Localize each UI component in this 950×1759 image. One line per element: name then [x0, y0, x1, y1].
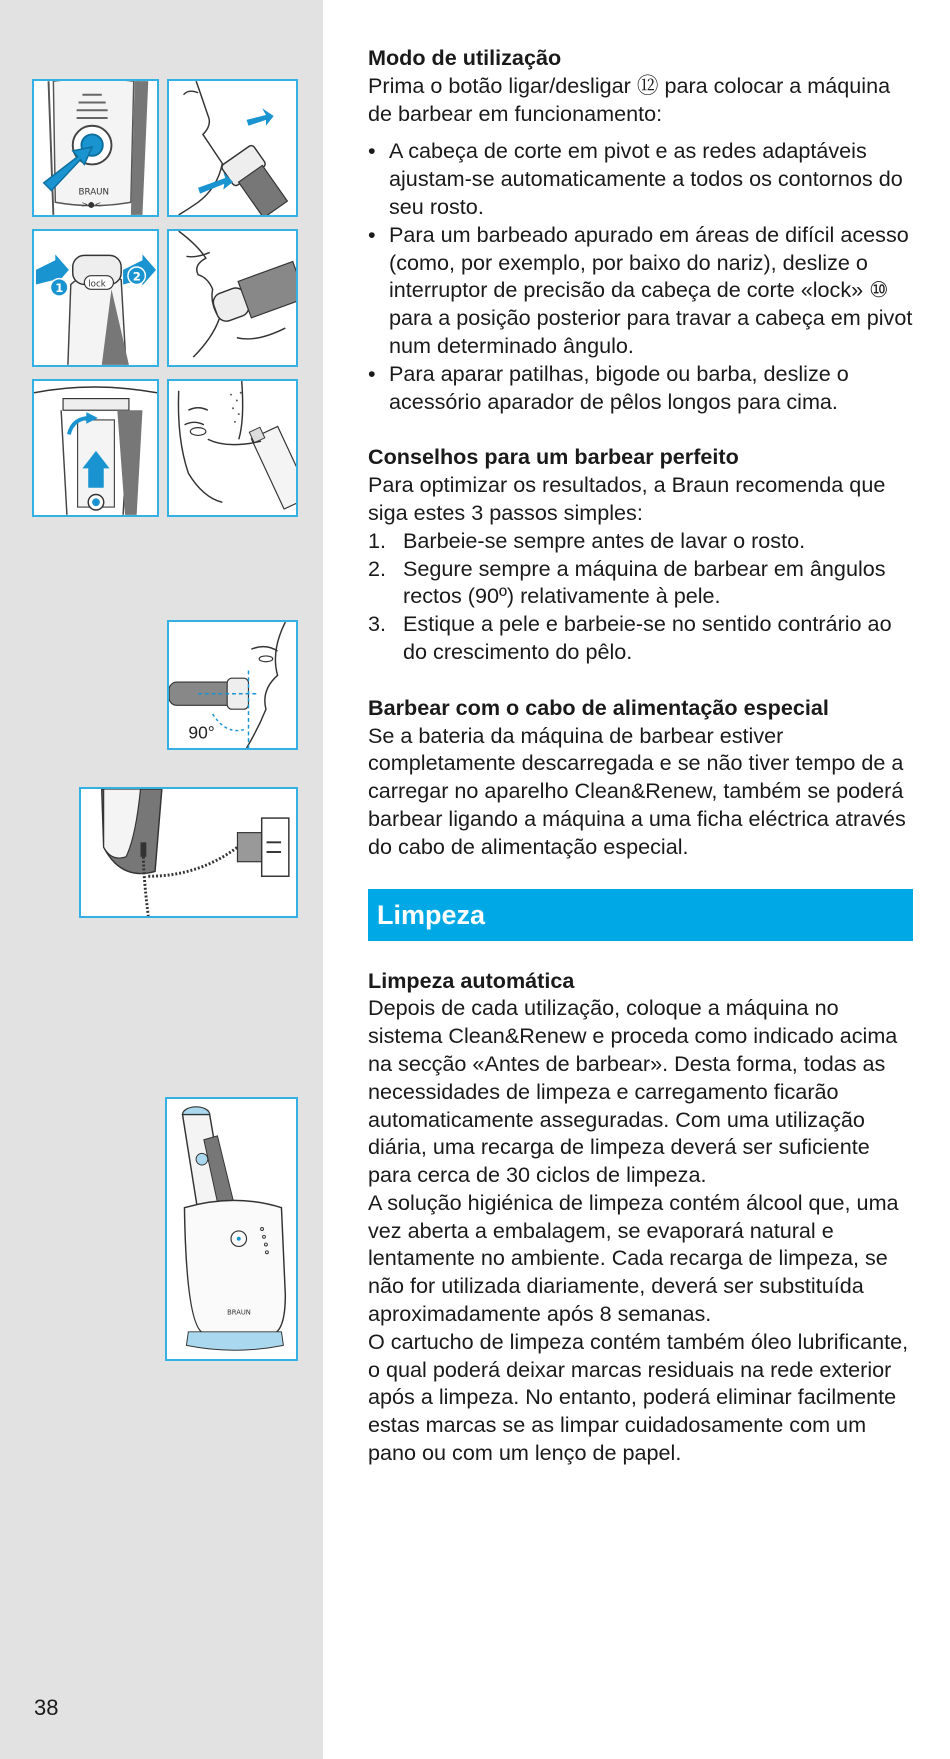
figure-pivot-head — [167, 79, 298, 217]
step-text: Segure sempre a máquina de barbear em ângulos rectos (90º) relativamente à pele. — [403, 555, 886, 609]
list-item — [368, 555, 913, 611]
step-text: Barbeie-se sempre antes de lavar o rosto. — [403, 527, 806, 553]
step-number: 1. — [368, 527, 387, 553]
figure-under-nose — [167, 229, 298, 367]
station-brand-logo: BRAUN — [227, 1308, 251, 1317]
modo-intro: Prima o botão ligar/desligar ⑫ para colocar a máquina de barbear em funcionamento: — [368, 72, 891, 126]
conselhos-title: Conselhos para um barbear perfeito — [368, 444, 739, 470]
cabo-text: Se a bateria da máquina de barbear estiver completamente descarregada e se não tiver tempo de a carregar no aparelho Clean&Renew, também se poderá barbear ligando a máquina a uma ficha eléctrica através do cabo de alimentação especial. — [368, 722, 906, 859]
modo-title: Modo de utilização — [368, 45, 562, 70]
list-item — [368, 610, 913, 666]
conselhos-steps — [368, 527, 913, 666]
conselhos-intro: Para optimizar os resultados, a Braun recomenda que siga estes 3 passos simples: — [368, 472, 886, 525]
limpeza-paragraph: Depois de cada utilização, coloque a máquina no sistema Clean&Renew e proceda como indicado acima na secção «Antes de barbear». Desta forma, todas as necessidades de limpeza e carregamento ficarão automaticamente asseguradas. Com uma utilização diária, uma recarga de limpeza deverá ser suficiente para cerca de 30 ciclos de limpeza. — [368, 995, 898, 1188]
limpeza-auto-title: Limpeza automática — [368, 967, 575, 993]
limpeza-paragraph: A solução higiénica de limpeza contém álcool que, uma vez aberta a embalagem, se evaporará natural e lentamente no ambiente. Cada recarga de limpeza, se não for utilizada diariamente, deverá ser substituída aproximadamente após 8 semanas. — [368, 1189, 899, 1327]
main-content — [368, 44, 913, 1467]
list-item: • Para um barbeado apurado em áreas de difícil acesso (como, por exemplo, por baixo do nariz), deslize o interruptor de precisão da cabeça de corte «lock» ⑩ para a posição posterior para travar a cabeça em pivot num determinado ângulo. — [368, 221, 913, 360]
modo-bullets — [368, 137, 913, 415]
cabo-title: Barbear com o cabo de alimentação especial — [368, 694, 829, 720]
angle-label: 90° — [188, 722, 215, 743]
page-number: 38 — [34, 1695, 59, 1720]
step-1-marker: 1 — [55, 281, 64, 296]
figure-trimmer-slide — [32, 379, 159, 517]
figure-lock-switch — [32, 229, 159, 367]
list-item: • Para aparar patilhas, bigode ou barba, deslize o acessório aparador de pêlos longos para cima. — [368, 360, 913, 416]
figure-on-off-button — [32, 79, 159, 217]
svg-text:>●<: >●< — [81, 200, 102, 210]
step-text: Estique a pele e barbeie-se no sentido contrário ao do crescimento do pêlo. — [403, 611, 892, 664]
list-item: • A cabeça de corte em pivot e as redes adaptáveis ajustam-se automaticamente a todos os contornos do seu rosto. — [368, 137, 913, 220]
step-2-marker: 2 — [132, 269, 141, 284]
limpeza-heading: Limpeza — [368, 889, 913, 941]
step-number: 3. — [368, 611, 387, 637]
list-item — [368, 527, 913, 555]
step-number: 2. — [368, 555, 387, 581]
figure-sideburns — [167, 379, 298, 517]
figure-power-cord — [79, 787, 298, 918]
lock-label: lock — [88, 279, 106, 290]
limpeza-paragraph: O cartucho de limpeza contém também óleo lubrificante, o qual poderá deixar marcas residuais na rede exterior após a limpeza. No entanto, poderá eliminar facilmente estas marcas se as limpar cuidadosamente com um pano ou com um lenço de papel. — [368, 1328, 909, 1466]
brand-logo: BRAUN — [78, 187, 110, 198]
figure-90-degree — [167, 620, 298, 750]
figure-clean-renew — [165, 1097, 298, 1361]
